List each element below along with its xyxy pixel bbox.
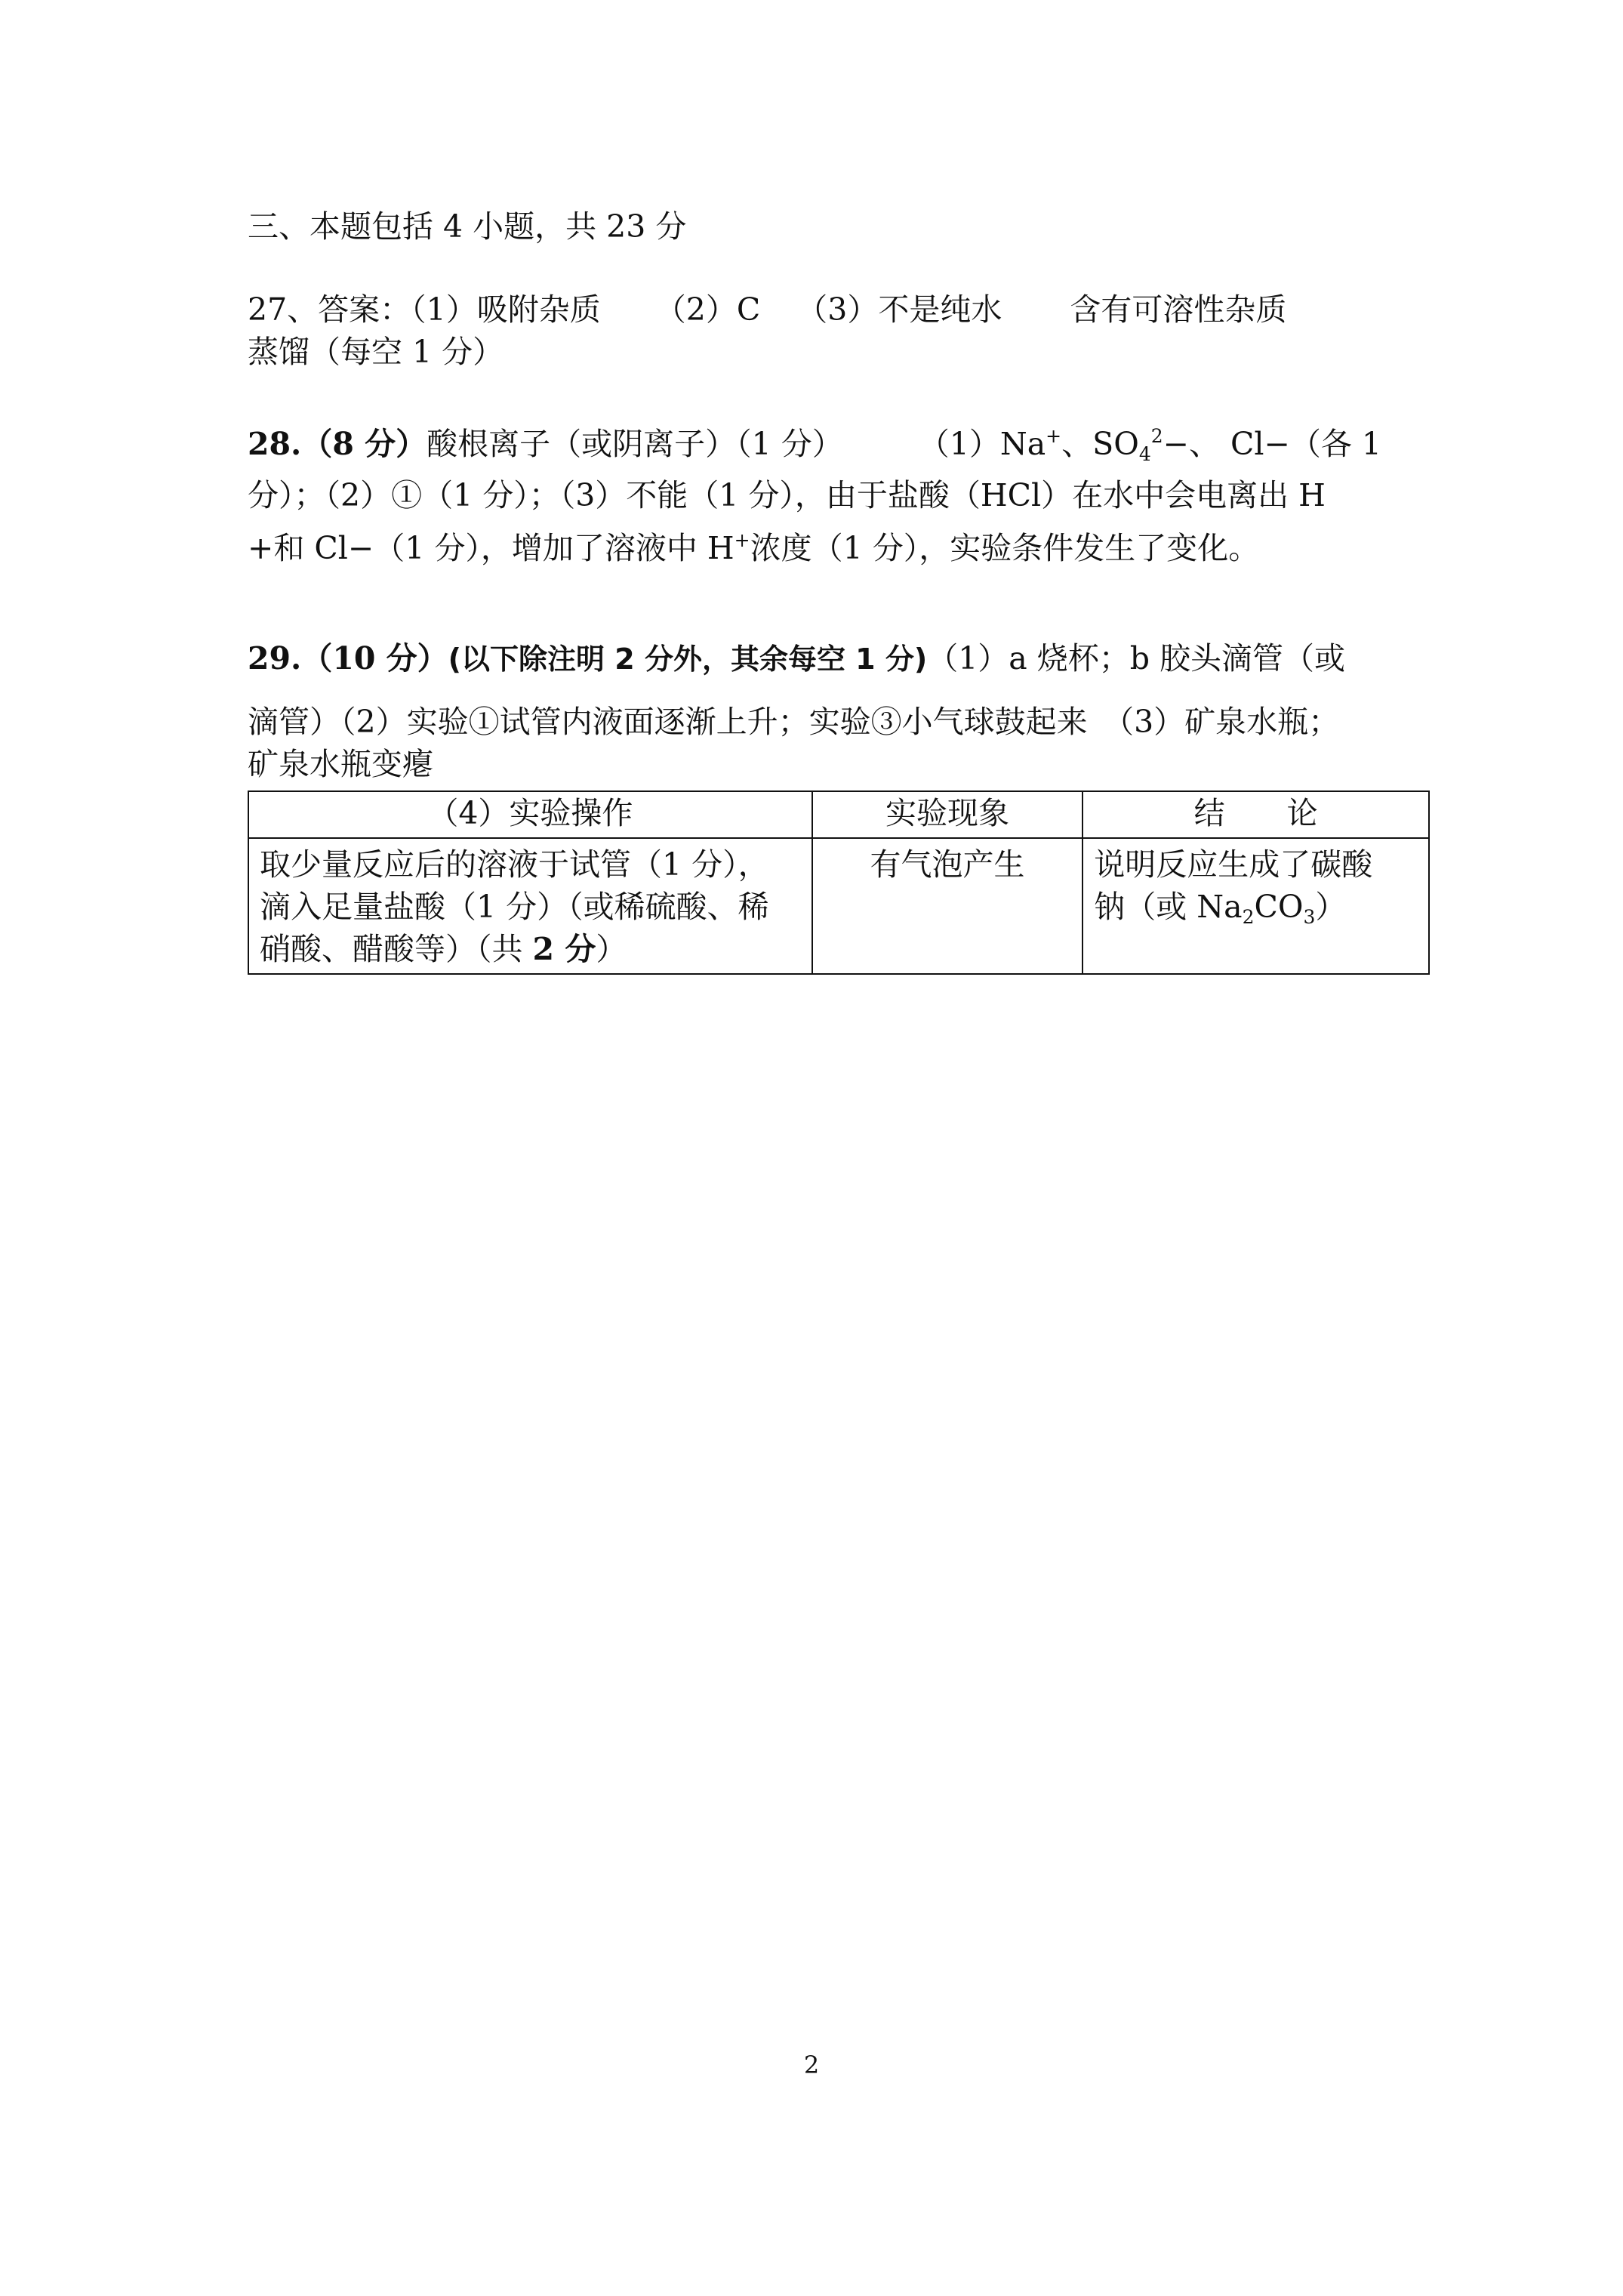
conclusion-subscript-2: 3 [1303, 906, 1316, 928]
chloride-label: Cl [1230, 426, 1264, 462]
sulfate-charge: 2 [1150, 425, 1163, 447]
hydrogen-plus: + [248, 530, 274, 566]
q28-line-1 [248, 423, 1381, 465]
q28-answer-a: 酸根离子（或阴离子）（1 分） [427, 426, 843, 462]
operation-l3-a: 硝酸、醋酸等）（共 [260, 931, 533, 967]
q28-line-2: 分）；（2）①（1 分）；（3）不能（1 分），由于盐酸（HCl）在水中会电离出 H [248, 477, 1326, 513]
q28-l3-b: （1 分），增加了溶液中 H [374, 530, 735, 566]
q27-line-1 [248, 288, 1286, 331]
section-heading: 三、本题包括 4 小题，共 23 分 [248, 208, 687, 245]
q29-line-1 [248, 637, 1345, 680]
sodium-charge: + [1046, 425, 1062, 447]
q29-l1-rest: （1）a 烧杯；b 胶头滴管（或 [927, 640, 1346, 676]
sulfate-minus: −、 [1163, 426, 1220, 462]
page-number: 2 [803, 2051, 820, 2079]
cell-phenomenon: 有气泡产生 [812, 838, 1083, 974]
conclusion-subscript-1: 2 [1242, 906, 1255, 928]
q29-number: 29.（10 分） [248, 640, 448, 676]
q29-scoring-note: (以下除注明 2 分外，其余每空 1 分) [448, 643, 928, 676]
q28-l3-a: 和 Cl [273, 530, 348, 566]
q27-line-2: 蒸馏（每空 1 分） [248, 334, 504, 370]
experiment-table [248, 791, 1430, 975]
conclusion-l2-c: ） [1315, 889, 1347, 925]
q27-part-4: 含有可溶性杂质 [1070, 291, 1287, 328]
operation-l3-c: ） [596, 931, 627, 967]
conclusion-l2-b: CO [1254, 889, 1304, 925]
operation-l3-b: 2 分 [532, 931, 596, 967]
q28-answer-c: （各 1 [1289, 426, 1381, 462]
q28-number: 28.（8 分） [248, 426, 427, 462]
header-operation: （4）实验操作 [248, 791, 812, 838]
conclusion-line-1: 说明反应生成了碳酸 [1094, 846, 1373, 883]
table-header-row [248, 791, 1429, 838]
hydrogen-plus-2: + [734, 529, 750, 551]
q27-part-3: （3）不是纯水 [796, 291, 1002, 328]
header-conclusion: 结 论 [1083, 791, 1429, 838]
q27-part-2: （2）C [654, 291, 761, 328]
operation-line-1: 取少量反应后的溶液于试管（1 分）， [260, 846, 769, 883]
q29-line-3: 矿泉水瓶变瘪 [248, 746, 433, 782]
chloride-minus: − [1264, 426, 1290, 462]
cell-conclusion [1083, 838, 1429, 974]
chloride-minus-2: − [347, 530, 374, 566]
table-row [248, 838, 1429, 974]
operation-line-3 [260, 928, 801, 970]
conclusion-l2-a: 钠（或 Na [1094, 889, 1243, 925]
cell-operation [248, 838, 812, 974]
sulfate-label: 、SO [1061, 426, 1139, 462]
q28-answer-b: （1）Na [918, 426, 1046, 462]
operation-line-2: 滴入足量盐酸（1 分）（或稀硫酸、稀 [260, 889, 769, 925]
conclusion-line-2 [1094, 886, 1418, 928]
header-phenomenon: 实验现象 [812, 791, 1083, 838]
q28-l3-c: 浓度（1 分），实验条件发生了变化。 [750, 530, 1260, 566]
sulfate-subscript: 4 [1138, 443, 1151, 465]
q27-lead: 27、答案：（1）吸附杂质 [248, 291, 601, 328]
q29-line-2: 滴管）（2）实验①试管内液面逐渐上升；实验③小气球鼓起来 （3）矿泉水瓶； [248, 704, 1340, 740]
q28-line-3 [248, 527, 1259, 569]
